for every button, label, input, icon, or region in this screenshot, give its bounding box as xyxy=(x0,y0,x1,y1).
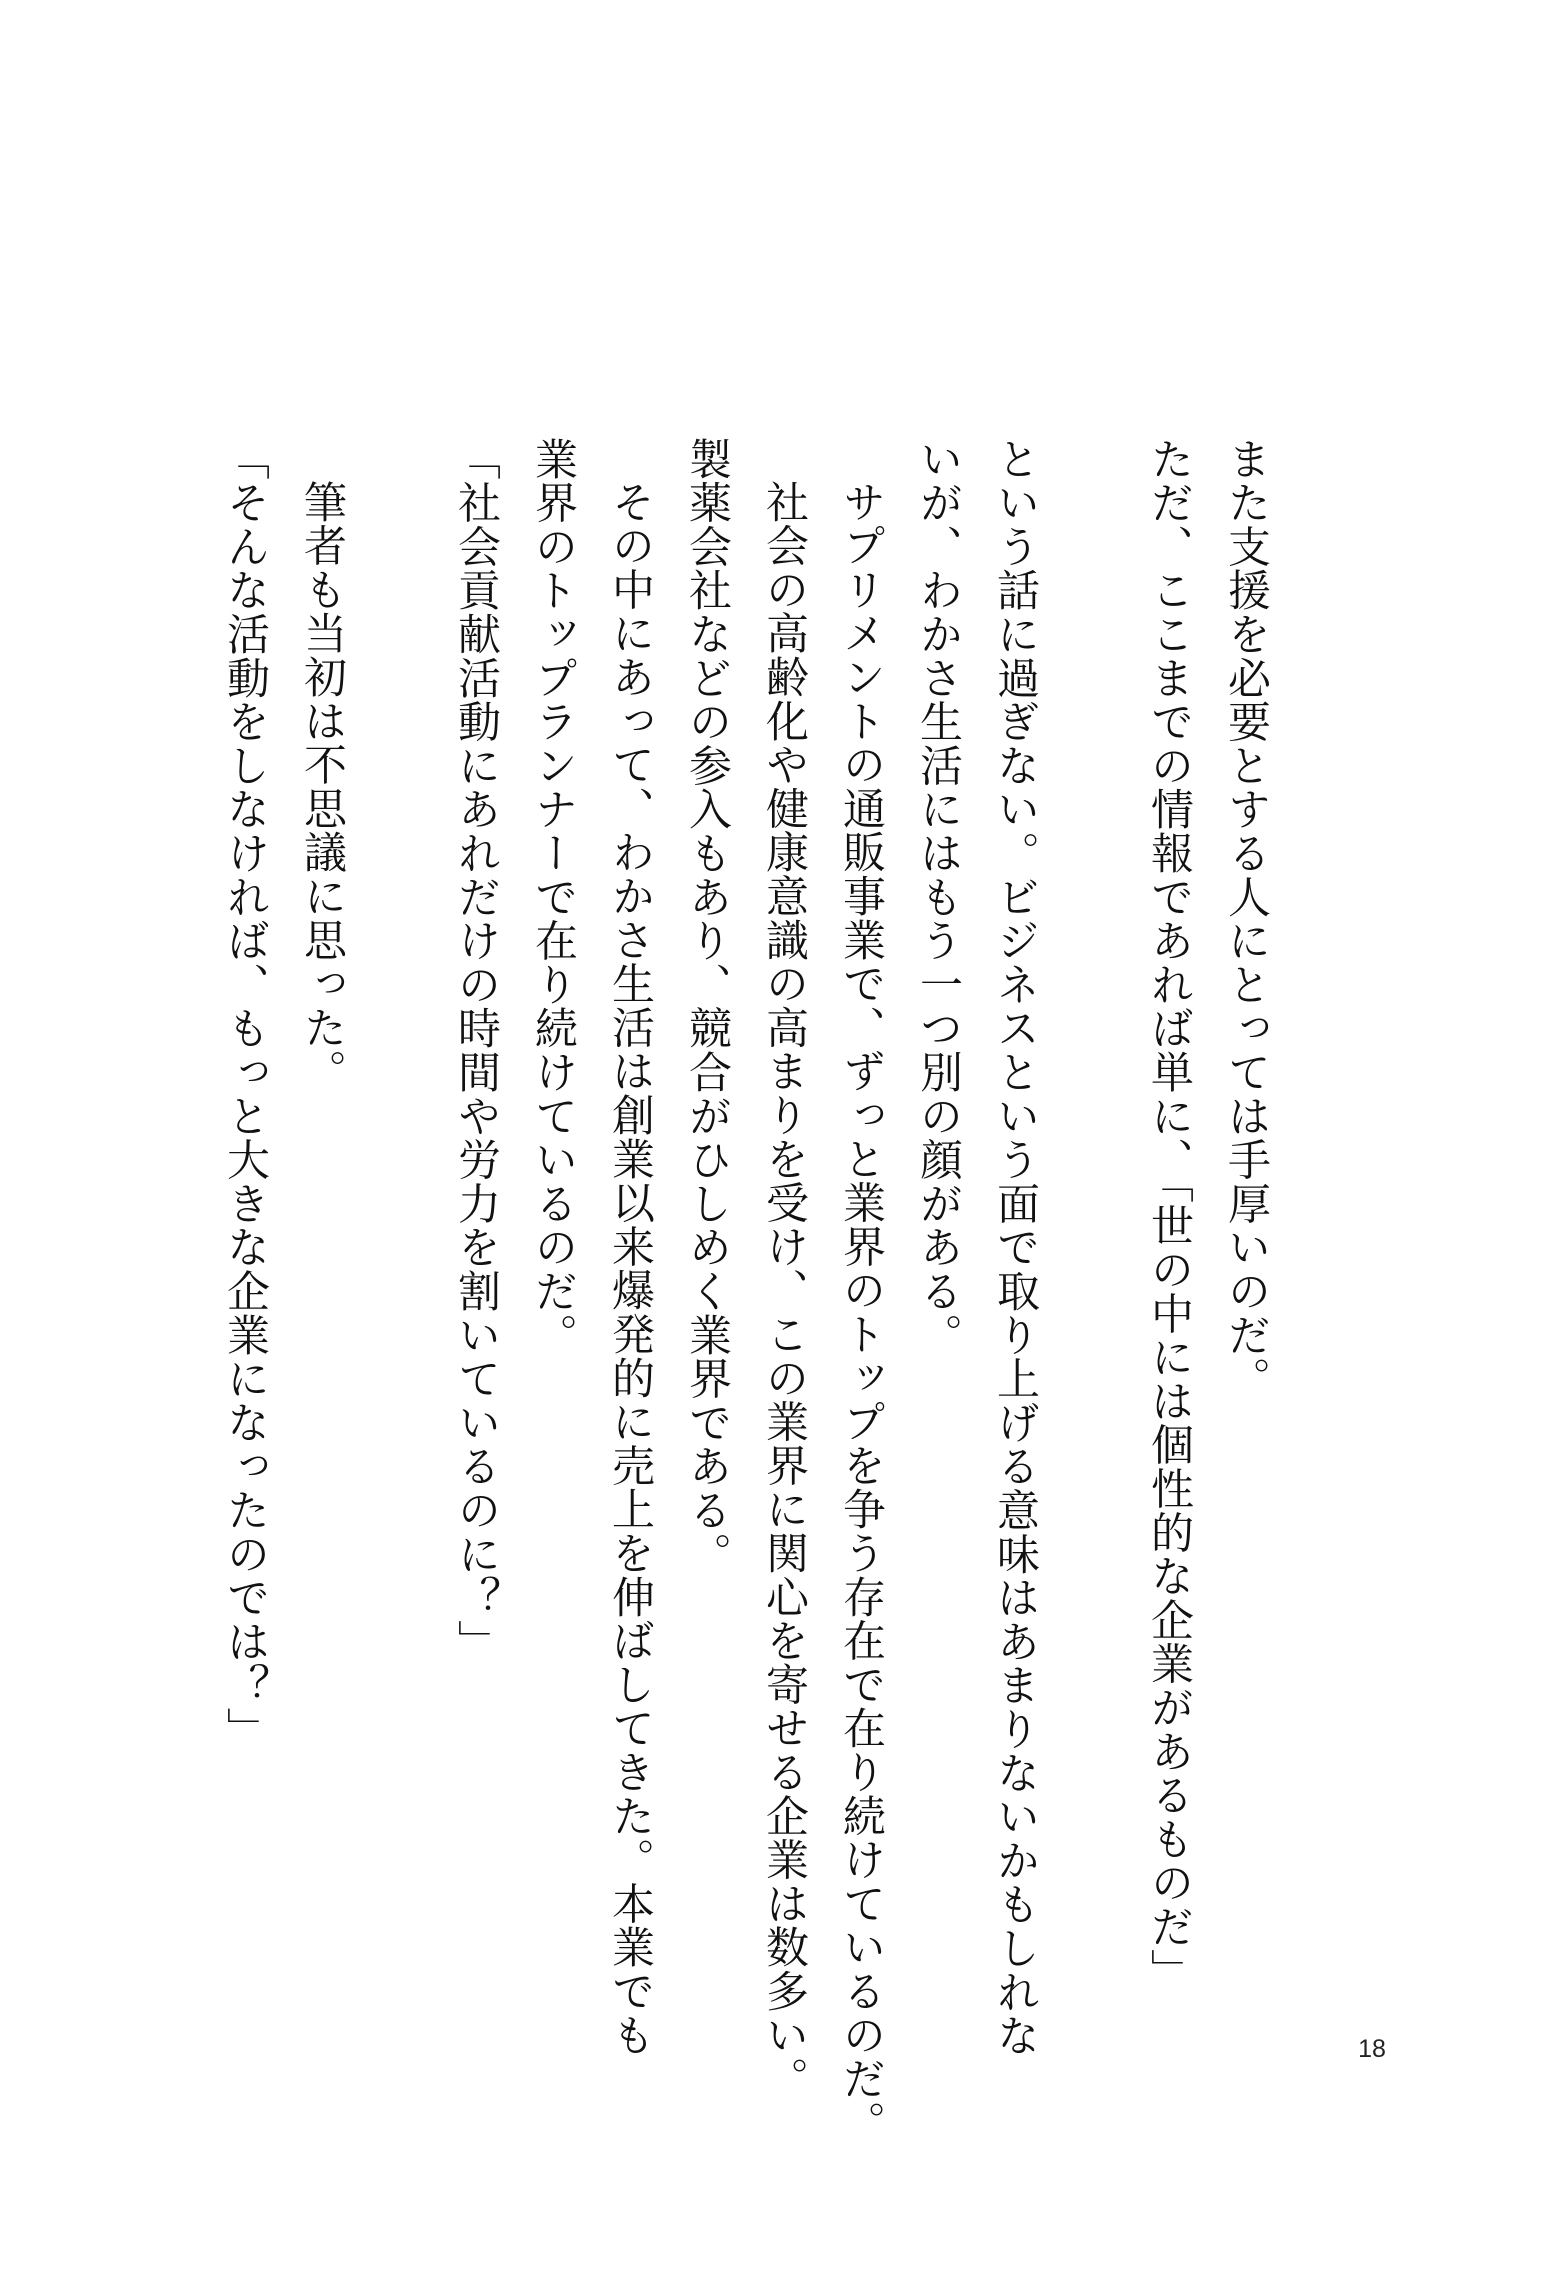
text-line-11: 筆者も当初は不思議に思った。 xyxy=(297,480,347,1094)
text-line-5: サプリメントの通販事業で、ずっと業界のトップを争う存在で在り続けているのだ。 xyxy=(836,480,886,2145)
page-number: 18 xyxy=(1358,2035,1386,2063)
text-line-6: 社会の高齢化や健康意識の高まりを受け、この業界に関心を寄せる企業は数多い。 xyxy=(759,480,809,2101)
text-line-7: 製薬会社などの参入もあり、競合がひしめく業界である。 xyxy=(682,437,732,1576)
text-line-2: ただ、ここまでの情報であれば単に、「世の中には個性的な企業があるものだ」 xyxy=(1144,437,1194,1993)
vertical-body-text xyxy=(220,437,1284,2145)
text-line-10: 「社会貢献活動にあれだけの時間や労力を割いているのに？」 xyxy=(451,437,501,1664)
text-line-4: いが、わかさ生活にはもう一つ別の顔がある。 xyxy=(913,437,963,1357)
text-line-12: 「そんな活動をしなければ、もっと大きな企業になったのでは？」 xyxy=(220,437,270,1751)
text-line-9: 業界のトップランナーで在り続けているのだ。 xyxy=(528,437,578,1357)
text-line-3: という話に過ぎない。ビジネスという面で取り上げる意味はあまりないかもしれな xyxy=(990,437,1040,2058)
text-line-1: また支援を必要とする人にとっては手厚いのだ。 xyxy=(1221,437,1271,1401)
text-line-8: その中にあって、わかさ生活は創業以来爆発的に売上を伸ばしてきた。本業でも xyxy=(605,480,655,2057)
